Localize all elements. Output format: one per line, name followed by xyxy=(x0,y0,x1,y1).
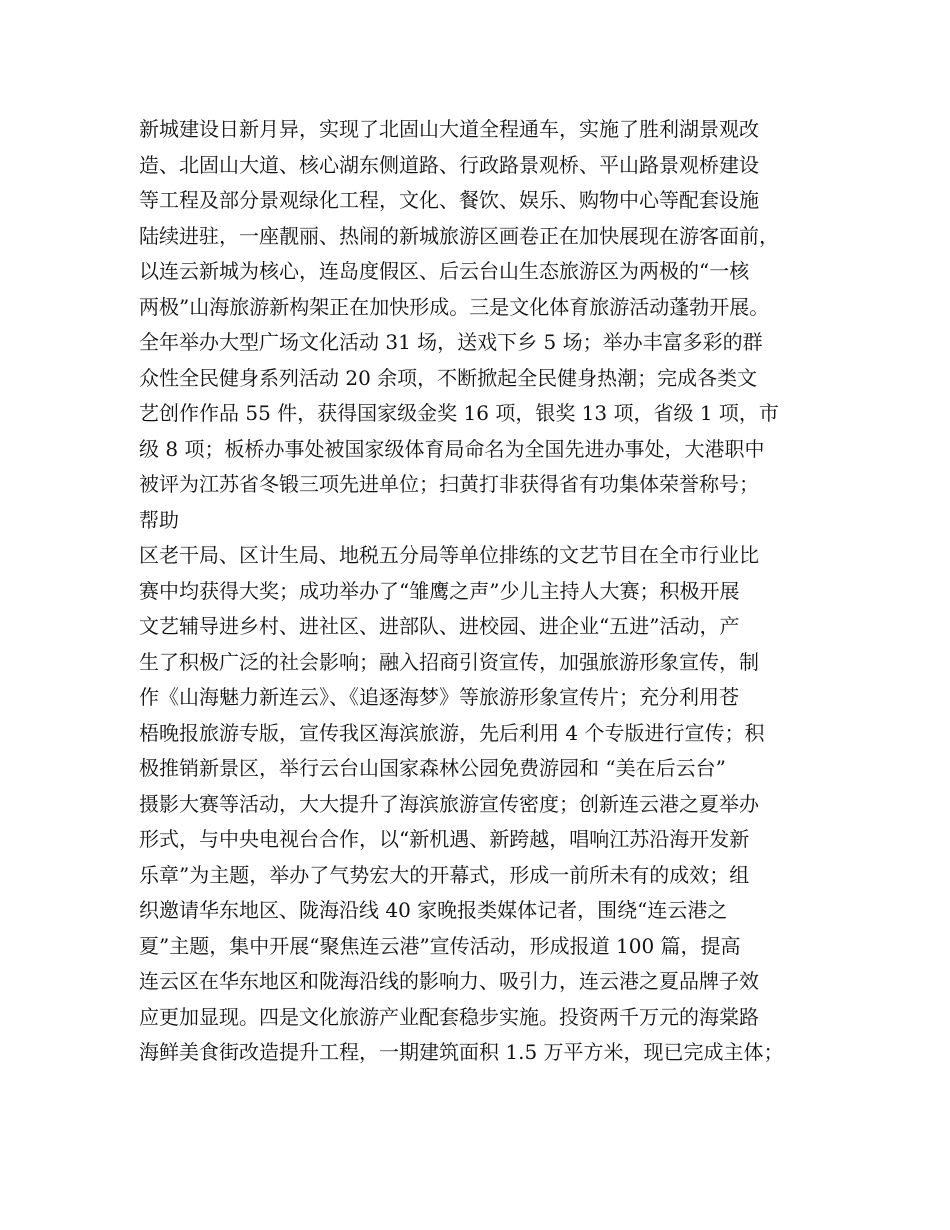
text-line: 新城建设日新月异，实现了北固山大道全程通车，实施了胜利湖景观改 xyxy=(139,117,759,141)
text-line: 帮助 xyxy=(139,507,179,532)
text-line: 以连云新城为核心，连岛度假区、后云台山生态旅游区为两极的“一核 xyxy=(139,259,750,283)
text-line: 连云区在华东地区和陇海沿线的影响力、吸引力，连云港之夏品牌子效 xyxy=(139,969,759,993)
text-line: 乐章”为主题，举办了气势宏大的开幕式，形成一前所未有的成效；组 xyxy=(139,862,750,887)
text-line: 梧晚报旅游专版，宣传我区海滨旅游，先后利用 4 个专版进行宣传；积 xyxy=(139,720,765,745)
text-line: 文艺辅导进乡村、进社区、进部队、进校园、进企业“五进”活动，产 xyxy=(139,614,740,638)
text-line: 生了积极广泛的社会影响；融入招商引资宣传，加强旅游形象宣传，制 xyxy=(139,649,759,674)
text-line: 艺创作作品 55 件，获得国家级金奖 16 项，银奖 13 项，省级 1 项，市 xyxy=(139,401,779,425)
text-line: 夏”主题，集中开展“聚焦连云港”宣传活动，形成报道 100 篇，提高 xyxy=(139,933,741,958)
text-line: 陆续进驻，一座靓丽、热闹的新城旅游区画卷正在加快展现在游客面前， xyxy=(139,223,779,248)
text-line: 赛中均获得大奖；成功举办了“雏鹰之声”少儿主持人大赛；积极开展 xyxy=(139,578,740,603)
text-line: 形式，与中央电视台合作，以“新机遇、新跨越，唱响江苏沿海开发新 xyxy=(139,827,750,851)
text-line: 两极”山海旅游新构架正在加快形成。三是文化体育旅游活动蓬勃开展。 xyxy=(139,294,770,319)
text-line: 被评为江苏省冬锻三项先进单位；扫黄打非获得省有功集体荣誉称号； xyxy=(139,472,759,496)
text-line: 织邀请华东地区、陇海沿线 40 家晚报类媒体记者，围绕“连云港之 xyxy=(139,898,728,922)
text-line: 区老干局、区计生局、地税五分局等单位排练的文艺节目在全市行业比 xyxy=(139,543,759,567)
body-text xyxy=(139,112,839,1071)
text-line: 级 8 项；板桥办事处被国家级体育局命名为全国先进办事处，大港职中 xyxy=(139,436,765,461)
text-line: 众性全民健身系列活动 20 余项，不断掀起全民健身热潮；完成各类文 xyxy=(139,365,758,390)
text-line: 海鲜美食街改造提升工程，一期建筑面积 1.5 万平方米，现已完成主体； xyxy=(139,1040,784,1064)
text-line: 全年举办大型广场文化活动 31 场，送戏下乡 5 场；举办丰富多彩的群 xyxy=(139,330,763,354)
text-line: 等工程及部分景观绿化工程，文化、餐饮、娱乐、购物中心等配套设施 xyxy=(139,188,759,212)
text-line: 应更加显现。四是文化旅游产业配套稳步实施。投资两千万元的海棠路 xyxy=(139,1004,759,1029)
text-line: 摄影大赛等活动，大大提升了海滨旅游宣传密度；创新连云港之夏举办 xyxy=(139,791,759,816)
text-line: 造、北固山大道、核心湖东侧道路、行政路景观桥、平山路景观桥建设 xyxy=(139,152,759,177)
text-line: 作《山海魅力新连云》、《追逐海梦》等旅游形象宣传片；充分利用苍 xyxy=(139,685,739,709)
text-line: 极推销新景区，举行云台山国家森林公园免费游园和 “美在后云台” xyxy=(139,756,726,780)
